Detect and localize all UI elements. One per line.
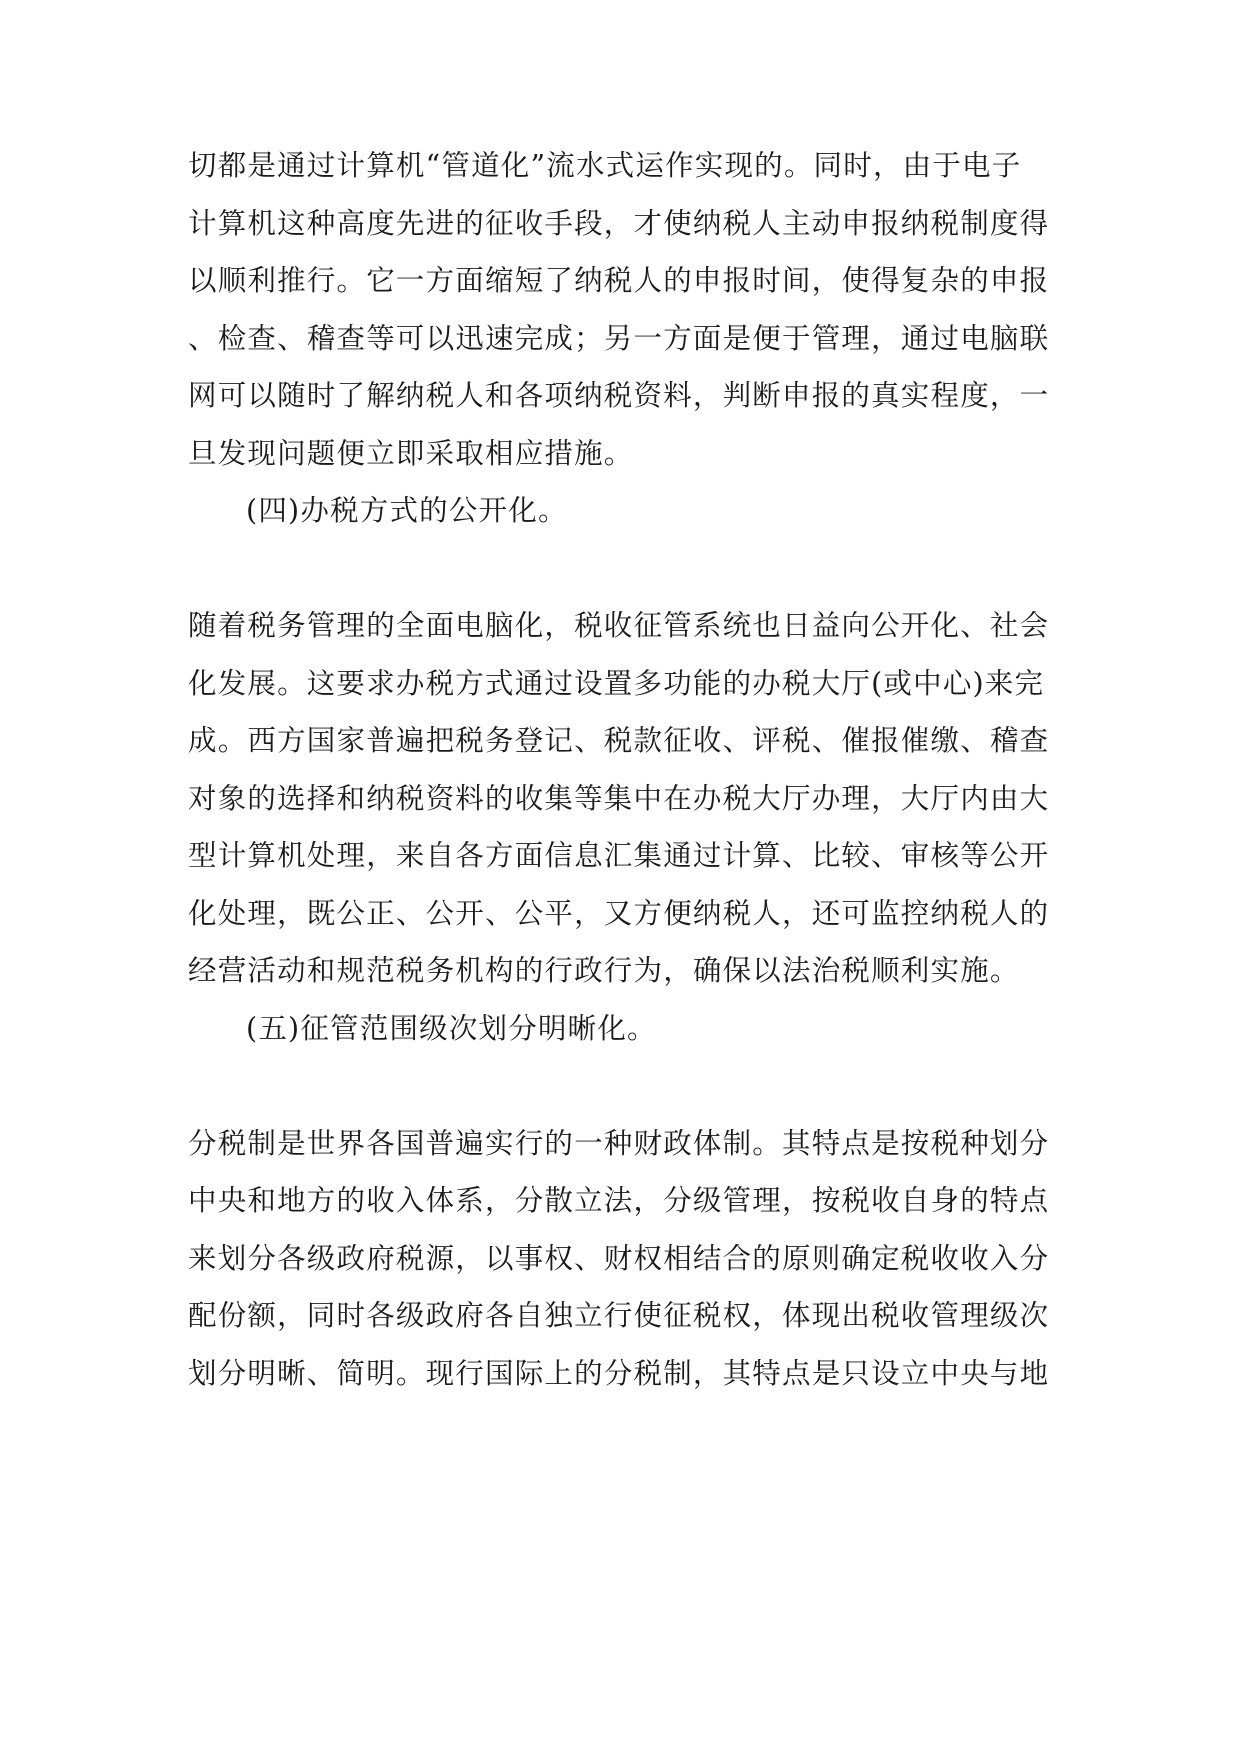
text-line: 成。西方国家普遍把税务登记、税款征收、评税、催报催缴、稽查 xyxy=(188,724,1050,757)
text-line: 经营活动和规范税务机构的行政行为，确保以法治税顺利实施。 xyxy=(188,954,1020,987)
text-line: 网可以随时了解纳税人和各项纳税资料，判断申报的真实程度，一 xyxy=(188,379,1050,412)
text-line: 以顺利推行。它一方面缩短了纳税人的申报时间，使得复杂的申报 xyxy=(188,264,1050,297)
text-line: 化发展。这要求办税方式通过设置多功能的办税大厅(或中心)来完 xyxy=(188,667,1045,700)
text-line: 对象的选择和纳税资料的收集等集中在办税大厅办理，大厅内由大 xyxy=(188,782,1050,815)
text-line: 分税制是世界各国普遍实行的一种财政体制。其特点是按税种划分 xyxy=(188,1127,1050,1160)
text-line: 划分明晰、简明。现行国际上的分税制，其特点是只设立中央与地 xyxy=(188,1357,1050,1390)
text-line: 、检查、稽查等可以迅速完成；另一方面是便于管理，通过电脑联 xyxy=(188,322,1050,355)
text-line: 来划分各级政府税源，以事权、财权相结合的原则确定税收收入分 xyxy=(188,1242,1050,1275)
text-line: 型计算机处理，来自各方面信息汇集通过计算、比较、审核等公开 xyxy=(188,839,1050,872)
text-line: 切都是通过计算机“管道化”流水式运作实现的。同时，由于电子 xyxy=(188,149,1022,182)
section-heading-5: (五)征管范围级次划分明晰化。 xyxy=(246,1012,657,1045)
text-line: 化处理，既公正、公开、公平，又方便纳税人，还可监控纳税人的 xyxy=(188,897,1050,930)
text-line: 随着税务管理的全面电脑化，税收征管系统也日益向公开化、社会 xyxy=(188,609,1050,642)
text-line: 中央和地方的收入体系，分散立法，分级管理，按税收自身的特点 xyxy=(188,1184,1050,1217)
text-line: 旦发现问题便立即采取相应措施。 xyxy=(188,437,634,470)
section-heading-4: (四)办税方式的公开化。 xyxy=(246,494,568,527)
text-line: 计算机这种高度先进的征收手段，才使纳税人主动申报纳税制度得 xyxy=(188,207,1050,240)
text-line: 配份额，同时各级政府各自独立行使征税权，体现出税收管理级次 xyxy=(188,1299,1050,1332)
